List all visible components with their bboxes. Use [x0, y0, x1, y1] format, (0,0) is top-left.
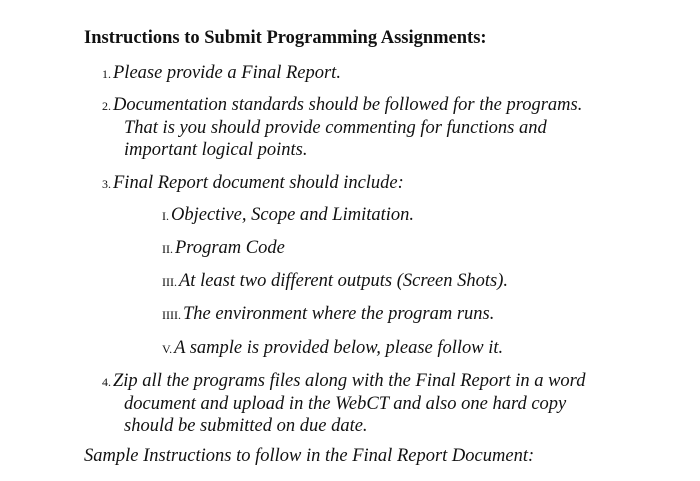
sub-item-number: III. [162, 275, 177, 289]
list-item-text-continued: document and upload in the WebCT and also one hard copy [124, 394, 567, 414]
list-item-text: Final Report document should include: [113, 173, 404, 193]
sub-item-5 [162, 337, 503, 360]
list-item-number: 4. [102, 375, 111, 389]
sub-item-text: The environment where the program runs. [182, 304, 495, 324]
sub-item-2 [162, 237, 285, 260]
sub-item-number: I. [162, 209, 169, 223]
list-item-1 [102, 62, 341, 85]
document-footer-line: Sample Instructions to follow in the Final Report Document: [84, 446, 535, 466]
list-item-text-continued: important logical points. [124, 140, 308, 160]
sub-item-text: Objective, Scope and Limitation. [171, 205, 415, 225]
list-item-number: 1. [102, 67, 111, 81]
list-item-2 [102, 94, 582, 161]
sub-item-number: IIII. [162, 308, 181, 322]
sub-item-text: At least two different outputs (Screen Shots). [179, 271, 509, 291]
sub-item-4 [162, 303, 494, 326]
list-item-number: 3. [102, 177, 111, 191]
sub-item-number: V. [162, 342, 173, 356]
list-item-text: Documentation standards should be followed for the programs. [113, 95, 583, 115]
document-heading: Instructions to Submit Programming Assignments: [84, 28, 487, 48]
sub-item-text: Program Code [175, 238, 285, 258]
sub-item-1 [162, 204, 414, 227]
list-item-number: 2. [102, 99, 111, 113]
sub-item-3 [162, 270, 508, 293]
sub-item-text: A sample is provided below, please follow it. [174, 338, 504, 358]
list-item-4 [102, 370, 585, 437]
list-item-text-continued: That is you should provide commenting for functions and [124, 118, 547, 138]
list-item-3 [102, 172, 404, 195]
list-item-text-continued: should be submitted on due date. [124, 416, 368, 436]
list-item-text: Zip all the programs files along with the Final Report in a word [113, 371, 586, 391]
list-item-text: Please provide a Final Report. [113, 63, 341, 83]
sub-item-number: II. [162, 242, 173, 256]
